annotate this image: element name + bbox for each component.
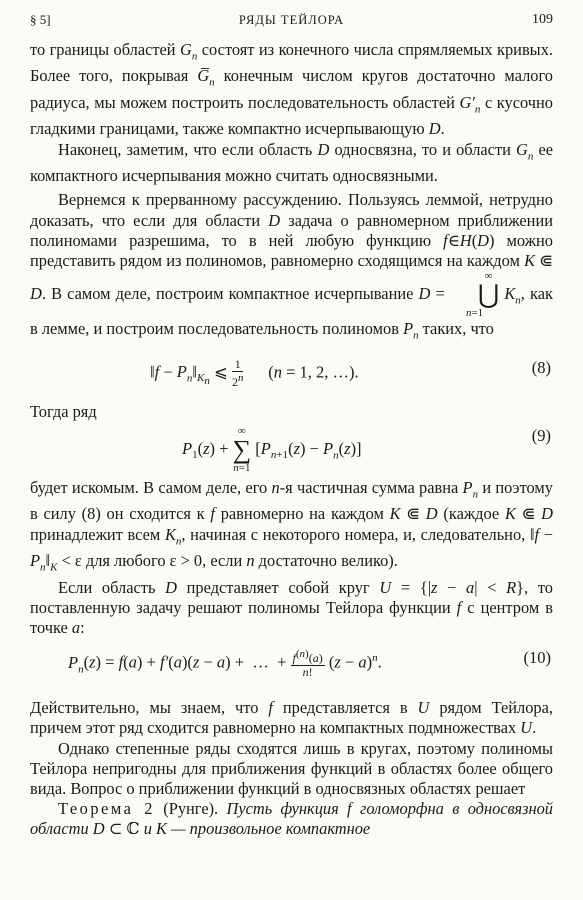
- paragraph-2: Наконец, заметим, что если область D односвязна, то и области $G_n$ ее компактного исчерпывания можно считать односвязными.: [30, 139, 554, 186]
- paragraph-3: Вернемся к прерванному рассуждению. Пользуясь леммой, нетрудно доказать, что если для области D задача о равномерном приближении полиномами разрешима, то в ней любую функцию f∈H(D) можно представить рядом из полиномов, равномерно сходящимся на каждом K ⋐ D. В самом деле, построим компактное исчерпывание D = ∞ ⋃ n=1 $K_n$, как в лемме, и построим последовательность полиномов $P_n$ таких, что: [30, 190, 553, 342]
- paragraph-8: Однако степенные ряды сходятся лишь в кругах, поэтому полиномы Тейлора непригодны для приближения функций в областях более общего вида. Вопрос о приближении функций в односвязных областях решает: [30, 738, 553, 798]
- paragraph-6: Если область D представляет собой круг U = {|z − a| < R}, то поставленную задачу решают полиномы Тейлора функции f с центром в точке a:: [30, 577, 553, 637]
- paragraph-7: Действительно, мы знаем, что f представляется в U рядом Тейлора, причем этот ряд сходится равномерно на компактных подмножествах U.: [30, 698, 553, 738]
- running-title: РЯДЫ ТЕЙЛОРА: [238, 13, 345, 27]
- equation-9: $P_1(z)$ + ∞ ∑ n=1 $[P_{n+1}(z) - P_n(z)]$ (9): [182, 424, 551, 474]
- paragraph-4: Тогда ряд: [30, 401, 97, 421]
- section-marker: § 5]: [30, 12, 51, 27]
- equation-8: ‖f − $P_n‖_{K_n}$ ⩽ $\frac{1}{2^n}$ (n = 1, 2, …). (8): [150, 356, 551, 389]
- page-number: 109: [532, 12, 553, 27]
- paragraph-1: то границы областей $G_n$ состоят из конечного числа спрямляемых кривых. Более того, покрывая $G̅_n$ конечным числом кругов достаточно малого радиуса, мы можем построить последовательность областей $G'_n$ с кусочно гладкими границами, также компактно исчерпывающую D.: [30, 40, 553, 139]
- equation-10: $P_n(z) = f(a) + f'(a)(z - a)$ + … + $\frac{f^{(n)}(a)}{n!}$ $(z - a)^n$. (10): [68, 648, 551, 680]
- page-body: [30, 40, 553, 840]
- union-operator: ∞ ⋃ n=1: [465, 270, 500, 320]
- theorem-2: Теорема 2 (Рунге). Пусть функция f голоморфна в односвязной области D ⊂ ℂ и K — произвольное компактное: [30, 799, 553, 839]
- paragraph-5: будет искомым. В самом деле, его n-я частичная сумма равна $P_n$ и поэтому в силу (8) он сходится к f равномерно на каждом K ⋐ D (каждое K ⋐ D принадлежит всем $K_n$, начиная с некоторого номера, и, следовательно, ‖f − $P_n‖_K < \varepsilon$ для любого ε > 0, если n достаточно велико).: [30, 477, 553, 574]
- running-header: [30, 12, 553, 32]
